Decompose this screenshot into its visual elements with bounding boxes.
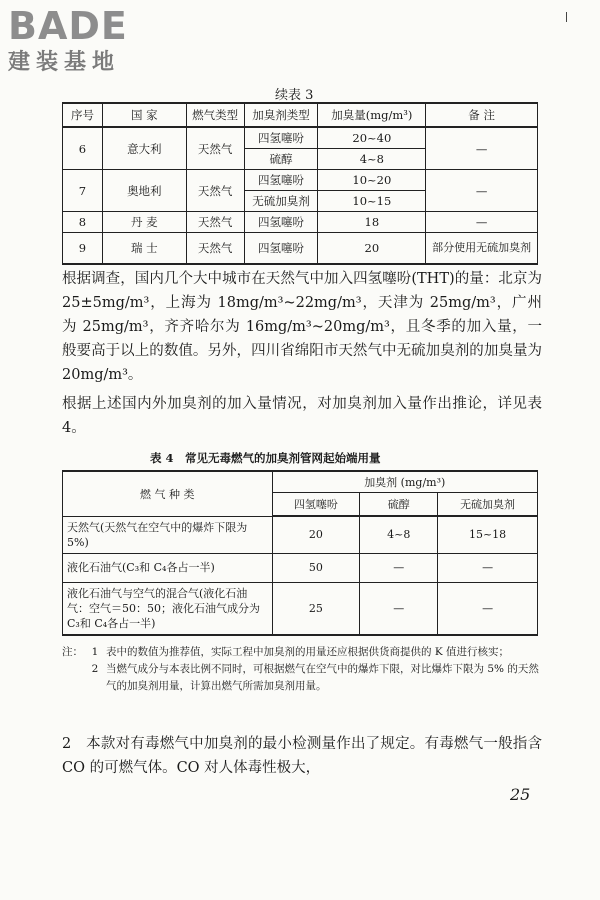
note-item: [62, 644, 542, 661]
table-row: [63, 553, 538, 582]
table4-value: 50: [272, 553, 360, 582]
table3-no: 9: [63, 233, 103, 265]
table-row: [63, 233, 538, 265]
table3-header-row: [63, 103, 538, 127]
table4-value: 20: [272, 516, 360, 553]
table4-value: —: [438, 582, 538, 635]
edge-mark: [566, 12, 567, 22]
table-row: [63, 212, 538, 233]
table3-no: 7: [63, 170, 103, 212]
table3-note: —: [426, 127, 538, 170]
table4-value: 15~18: [438, 516, 538, 553]
table3-country: 瑞 士: [102, 233, 186, 265]
body-paragraph: 根据上述国内外加臭剂的加入量情况，对加臭剂加入量作出推论，详见表 4。: [62, 396, 542, 436]
table3-amount: 18: [318, 212, 426, 233]
table4-header-cell: 燃 气 种 类: [63, 471, 273, 516]
table3-note: —: [426, 170, 538, 212]
table3-caption: 续表 3: [275, 88, 314, 103]
table4-value: 4~8: [360, 516, 438, 553]
table3-header-cell: 加臭剂类型: [244, 103, 318, 127]
table3-odorant: 四氢噻吩: [244, 212, 318, 233]
table3-country: 丹 麦: [102, 212, 186, 233]
table3-note: —: [426, 212, 538, 233]
brand-logo: [8, 4, 183, 84]
table4-subheader-cell: 无硫加臭剂: [438, 493, 538, 517]
table3-header-cell: 燃气类型: [186, 103, 244, 127]
table3-amount: 20~40: [318, 127, 426, 149]
page-number: 25: [510, 785, 531, 804]
note-number: 1: [91, 646, 99, 658]
table-row: [63, 127, 538, 149]
table4-subheader-cell: 硫醇: [360, 493, 438, 517]
table-row: [63, 582, 538, 635]
table-4: [62, 470, 538, 636]
table3-note: 部分使用无硫加臭剂: [426, 233, 538, 265]
table3-amount: 20: [318, 233, 426, 265]
table3-odorant: 硫醇: [244, 149, 318, 170]
table3-country: 意大利: [102, 127, 186, 170]
table3-header-cell: 国 家: [102, 103, 186, 127]
note-number: 2: [91, 663, 99, 675]
table-notes: [62, 644, 542, 695]
table3-gas: 天然气: [186, 212, 244, 233]
table4-header-cell: 加臭剂 (mg/m³): [272, 471, 538, 493]
note-text: 表中的数值为推荐值，实际工程中加臭剂的用量还应根据供货商提供的 K 值进行核实；: [106, 646, 510, 658]
table4-value: —: [438, 553, 538, 582]
table-3: [62, 102, 538, 265]
table3-no: 8: [63, 212, 103, 233]
table3-country: 奥地利: [102, 170, 186, 212]
table4-header-row: [63, 471, 538, 493]
table3-odorant: 四氢噻吩: [244, 170, 318, 191]
table-row: [63, 170, 538, 191]
table4-gas-type: 液化石油气与空气的混合气(液化石油气：空气＝50：50；液化石油气成分为 C₃和 C₄各占一半): [63, 582, 273, 635]
table3-header-cell: 加臭量(mg/m³): [318, 103, 426, 127]
table4-subheader-cell: 四氢噻吩: [272, 493, 360, 517]
note-text: 当燃气成分与本表比例不同时，可根据燃气在空气中的爆炸下限，对比爆炸下限为 5% 的天然气的加臭剂用量，计算出燃气所需加臭剂用量。: [106, 663, 539, 692]
section-paragraph: 2 本款对有毒燃气中加臭剂的最小检测量作出了规定。有毒燃气一般指含 CO 的可燃气体。CO 对人体毒性极大，: [62, 736, 542, 776]
table3-odorant: 四氢噻吩: [244, 127, 318, 149]
table3-odorant: 四氢噻吩: [244, 233, 318, 265]
table4-gas-type: 天然气(天然气在空气中的爆炸下限为 5%): [63, 516, 273, 553]
logo-wordmark: BADE: [8, 4, 128, 48]
table3-no: 6: [63, 127, 103, 170]
note-label: 注：: [62, 646, 83, 658]
table-row: [63, 516, 538, 553]
table3-header-cell: 备 注: [426, 103, 538, 127]
table3-gas: 天然气: [186, 170, 244, 212]
table4-value: —: [360, 582, 438, 635]
table3-gas: 天然气: [186, 233, 244, 265]
logo-subtitle: 建装基地: [8, 50, 121, 75]
table4-value: 25: [272, 582, 360, 635]
table3-amount: 10~20: [318, 170, 426, 191]
table4-value: —: [360, 553, 438, 582]
table3-gas: 天然气: [186, 127, 244, 170]
table4-caption: 表 4 常见无毒燃气的加臭剂管网起始端用量: [150, 451, 381, 465]
table3-odorant: 无硫加臭剂: [244, 191, 318, 212]
note-item: [62, 661, 542, 695]
table3-amount: 4~8: [318, 149, 426, 170]
table3-header-cell: 序号: [63, 103, 103, 127]
table3-amount: 10~15: [318, 191, 426, 212]
table4-gas-type: 液化石油气(C₃和 C₄各占一半): [63, 553, 273, 582]
body-paragraph: 根据调查，国内几个大中城市在天然气中加入四氢噻吩(THT)的量：北京为 25±5mg/m³，上海为 18mg/m³~22mg/m³，天津为 25mg/m³，广州为 25mg/m³，齐齐哈尔为 16mg/m³~20mg/m³，且冬季的加入量，一般要高于以上的数值。另外，四川省绵阳市天然气中无硫加臭剂的加臭量为 20mg/m³。: [62, 271, 542, 383]
